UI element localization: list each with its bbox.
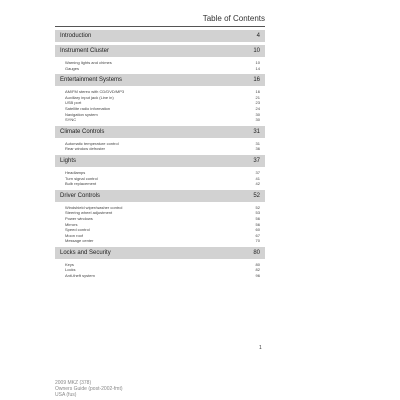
entry-label: Locks	[65, 267, 76, 273]
entry-label: Message center	[65, 238, 94, 244]
section-title: Instrument Cluster	[60, 48, 110, 54]
section-title: Locks and Security	[60, 249, 111, 256]
entry-label: Warning lights and chimes	[65, 60, 112, 65]
section-title: Entertainment Systems	[60, 77, 123, 84]
section-introduction	[55, 30, 265, 42]
section-entertainment-systems	[55, 74, 265, 123]
entry-label: Moon roof	[65, 232, 84, 238]
entry-page: 23	[255, 100, 260, 106]
section-header[interactable]	[55, 45, 265, 57]
entry-page: 56	[255, 215, 260, 221]
toc-entry[interactable]	[55, 181, 265, 187]
entry-label: AM/FM stereo with CD/DVD/MP3	[65, 89, 125, 95]
footer-line: 2009 MKZ (378)	[55, 380, 92, 386]
entry-page: 31	[255, 140, 260, 146]
entry-page: 53	[255, 210, 260, 216]
entry-label: Keys	[65, 261, 74, 267]
document-footer	[55, 380, 123, 398]
footer-line: Owners Guide (post-2002-fmt)	[55, 386, 123, 392]
section-title: Driver Controls	[60, 192, 101, 199]
entry-page: 24	[255, 105, 260, 111]
section-header[interactable]	[55, 190, 265, 202]
entry-page: 16	[255, 89, 260, 95]
entry-label: Mirrors	[65, 221, 78, 227]
section-page: 10	[253, 48, 260, 54]
section-header[interactable]	[55, 155, 265, 167]
entry-label: Satellite radio information	[65, 105, 111, 111]
entry-page: 41	[255, 175, 260, 181]
entry-label: Power windows	[65, 215, 93, 221]
section-header[interactable]	[55, 247, 265, 259]
section-title: Climate Controls	[60, 128, 105, 135]
section-instrument-cluster	[55, 45, 265, 71]
entry-page: 37	[255, 169, 260, 175]
entry-page: 36	[255, 146, 260, 152]
title-divider	[55, 26, 265, 27]
section-page: 37	[253, 157, 260, 164]
entry-label: Navigation system	[65, 111, 98, 117]
entry-label: Auxiliary input jack (Line in)	[65, 94, 114, 100]
section-page: 52	[253, 192, 260, 199]
toc-entry[interactable]	[55, 117, 265, 123]
entry-page: 70	[255, 238, 260, 244]
entry-page: 21	[255, 94, 260, 100]
entry-label: SYNC	[65, 117, 77, 123]
entry-label: Speed control	[65, 227, 90, 233]
section-driver-controls	[55, 190, 265, 244]
section-page: 16	[253, 77, 260, 84]
section-page: 31	[253, 128, 260, 135]
entry-page: 96	[255, 273, 260, 279]
entry-label: Bulb replacement	[65, 181, 97, 187]
section-title: Introduction	[60, 33, 92, 39]
page-title: Table of Contents	[202, 14, 265, 23]
section-climate-controls	[55, 126, 265, 152]
table-of-contents	[55, 30, 265, 282]
entry-label: Turn signal control	[65, 175, 98, 181]
entry-label: Rear window defroster	[65, 146, 106, 152]
entry-page: 60	[255, 227, 260, 233]
toc-entry[interactable]	[55, 66, 265, 72]
entry-page: 80	[255, 261, 260, 267]
entry-page: 56	[255, 221, 260, 227]
entry-label: Windshield wiper/washer control	[65, 204, 123, 210]
section-lights	[55, 155, 265, 187]
entry-label: Automatic temperature control	[65, 140, 119, 146]
entry-page: 67	[255, 232, 260, 238]
entry-page: 30	[255, 117, 260, 123]
entry-page: 10	[255, 60, 260, 65]
entry-label: Steering wheel adjustment	[65, 210, 113, 216]
entry-page: 14	[255, 65, 260, 71]
section-locks-and-security	[55, 247, 265, 279]
entry-label: Gauges	[65, 65, 80, 71]
toc-entry[interactable]	[55, 273, 265, 279]
page-number: 1	[259, 345, 262, 351]
section-page: 4	[256, 33, 260, 39]
section-header[interactable]	[55, 74, 265, 86]
section-page: 80	[253, 249, 260, 256]
entry-page: 30	[255, 111, 260, 117]
section-header[interactable]	[55, 126, 265, 138]
section-header[interactable]	[55, 30, 265, 42]
entry-label: Headlamps	[65, 169, 86, 175]
entry-label: Anti-theft system	[65, 273, 95, 279]
toc-entry[interactable]	[55, 238, 265, 244]
entry-page: 52	[255, 204, 260, 210]
entry-label: USB port	[65, 100, 82, 106]
footer-line: USA (fus)	[55, 392, 77, 398]
section-title: Lights	[60, 157, 77, 164]
entry-page: 42	[255, 181, 260, 187]
entry-page: 82	[255, 267, 260, 273]
toc-entry[interactable]	[55, 146, 265, 152]
